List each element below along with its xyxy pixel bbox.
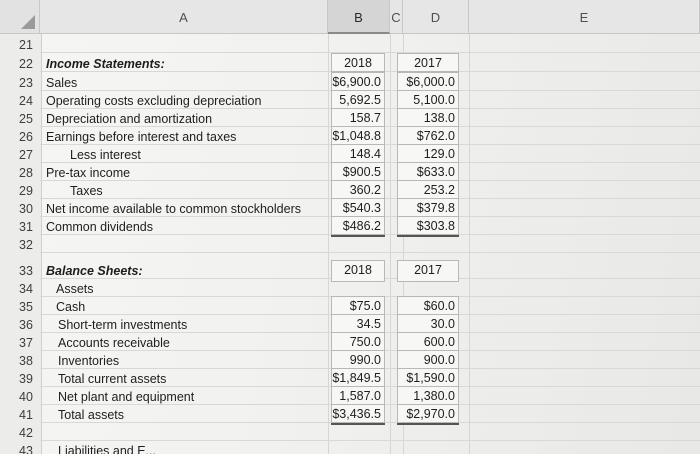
- row-number[interactable]: 25: [19, 112, 33, 126]
- row-label[interactable]: Net income available to common stockholders: [46, 202, 301, 216]
- value-2018[interactable]: $486.2: [331, 216, 385, 235]
- underline: [331, 235, 385, 237]
- value-2018[interactable]: 34.5: [331, 314, 385, 333]
- row-number[interactable]: 22: [19, 57, 33, 71]
- value-2017[interactable]: 5,100.0: [397, 90, 459, 109]
- column-header-d[interactable]: D: [403, 0, 469, 34]
- underline: [397, 423, 459, 425]
- year-header-2018[interactable]: 2018: [331, 53, 385, 72]
- year-header-2017[interactable]: 2017: [397, 260, 459, 282]
- row-label[interactable]: Net plant and equipment: [58, 390, 195, 404]
- value-2018[interactable]: 5,692.5: [331, 90, 385, 109]
- row-number[interactable]: 32: [19, 238, 33, 252]
- value-2018[interactable]: 148.4: [331, 144, 385, 163]
- row-gridline: [40, 252, 700, 253]
- underline: [397, 235, 459, 237]
- row-number[interactable]: 31: [19, 220, 33, 234]
- row-label[interactable]: Taxes: [70, 184, 103, 198]
- value-2017[interactable]: 1,380.0: [397, 386, 459, 405]
- row-number[interactable]: 27: [19, 148, 33, 162]
- value-2018[interactable]: 360.2: [331, 180, 385, 199]
- row-number[interactable]: 26: [19, 130, 33, 144]
- column-header-c[interactable]: C: [390, 0, 403, 34]
- value-2017[interactable]: 900.0: [397, 350, 459, 369]
- row-label[interactable]: Total current assets: [58, 372, 167, 386]
- value-2018[interactable]: 1,587.0: [331, 386, 385, 405]
- row-label[interactable]: Pre-tax income: [46, 166, 131, 180]
- row-number[interactable]: 40: [19, 390, 33, 404]
- value-2018[interactable]: $1,048.8: [331, 126, 385, 145]
- row-label[interactable]: Total assets: [58, 408, 125, 422]
- value-2017[interactable]: $633.0: [397, 162, 459, 181]
- row-number[interactable]: 43: [19, 444, 33, 454]
- row-number[interactable]: 29: [19, 184, 33, 198]
- row-gridline: [40, 440, 700, 441]
- row-number[interactable]: 24: [19, 94, 33, 108]
- row-label[interactable]: Income Statements:: [46, 57, 165, 71]
- value-2018[interactable]: $1,849.5: [331, 368, 385, 387]
- row-number[interactable]: 42: [19, 426, 33, 440]
- row-label[interactable]: Cash: [56, 300, 86, 314]
- value-2018[interactable]: $75.0: [331, 296, 385, 315]
- column-header-b[interactable]: B: [328, 0, 390, 34]
- row-number[interactable]: 33: [19, 264, 33, 278]
- row-number[interactable]: 38: [19, 354, 33, 368]
- value-2018[interactable]: $6,900.0: [331, 72, 385, 91]
- value-2017[interactable]: $6,000.0: [397, 72, 459, 91]
- row-label[interactable]: Inventories: [58, 354, 120, 368]
- value-2018[interactable]: 990.0: [331, 350, 385, 369]
- column-header-e[interactable]: E: [469, 0, 700, 34]
- value-2017[interactable]: 600.0: [397, 332, 459, 351]
- underline: [331, 423, 385, 425]
- row-number[interactable]: 21: [19, 38, 33, 52]
- gridline-c: [390, 34, 391, 454]
- value-2017[interactable]: $1,590.0: [397, 368, 459, 387]
- row-label[interactable]: Assets: [56, 282, 94, 296]
- row-number[interactable]: 39: [19, 372, 33, 386]
- value-2018[interactable]: $3,436.5: [331, 404, 385, 423]
- row-label[interactable]: Short-term investments: [58, 318, 188, 332]
- row-number[interactable]: 34: [19, 282, 33, 296]
- value-2017[interactable]: $303.8: [397, 216, 459, 235]
- row-number[interactable]: 30: [19, 202, 33, 216]
- value-2017[interactable]: 138.0: [397, 108, 459, 127]
- value-2017[interactable]: $762.0: [397, 126, 459, 145]
- year-header-2017[interactable]: 2017: [397, 53, 459, 72]
- row-label[interactable]: Common dividends: [46, 220, 153, 234]
- row-number[interactable]: 41: [19, 408, 33, 422]
- row-label[interactable]: Less interest: [70, 148, 141, 162]
- year-header-2018[interactable]: 2018: [331, 260, 385, 282]
- value-2018[interactable]: $540.3: [331, 198, 385, 217]
- row-label[interactable]: Liabilities and E...: [58, 444, 156, 454]
- value-2018[interactable]: $900.5: [331, 162, 385, 181]
- value-2017[interactable]: $379.8: [397, 198, 459, 217]
- row-label[interactable]: Earnings before interest and taxes: [46, 130, 237, 144]
- value-2017[interactable]: $60.0: [397, 296, 459, 315]
- row-label[interactable]: Sales: [46, 76, 78, 90]
- row-number[interactable]: 23: [19, 76, 33, 90]
- row-label[interactable]: Depreciation and amortization: [46, 112, 213, 126]
- value-2017[interactable]: $2,970.0: [397, 404, 459, 423]
- select-all-triangle-icon: [21, 15, 35, 29]
- value-2018[interactable]: 750.0: [331, 332, 385, 351]
- row-number[interactable]: 37: [19, 336, 33, 350]
- row-number[interactable]: 36: [19, 318, 33, 332]
- column-header-a[interactable]: A: [40, 0, 328, 34]
- value-2017[interactable]: 253.2: [397, 180, 459, 199]
- row-label[interactable]: Accounts receivable: [58, 336, 170, 350]
- select-all-corner[interactable]: [0, 0, 40, 34]
- value-2017[interactable]: 129.0: [397, 144, 459, 163]
- row-label[interactable]: Operating costs excluding depreciation: [46, 94, 262, 108]
- gridline-e: [469, 34, 470, 454]
- gridline-b: [328, 34, 329, 454]
- row-number[interactable]: 28: [19, 166, 33, 180]
- row-number[interactable]: 35: [19, 300, 33, 314]
- value-2017[interactable]: 30.0: [397, 314, 459, 333]
- value-2018[interactable]: 158.7: [331, 108, 385, 127]
- row-label[interactable]: Balance Sheets:: [46, 264, 143, 278]
